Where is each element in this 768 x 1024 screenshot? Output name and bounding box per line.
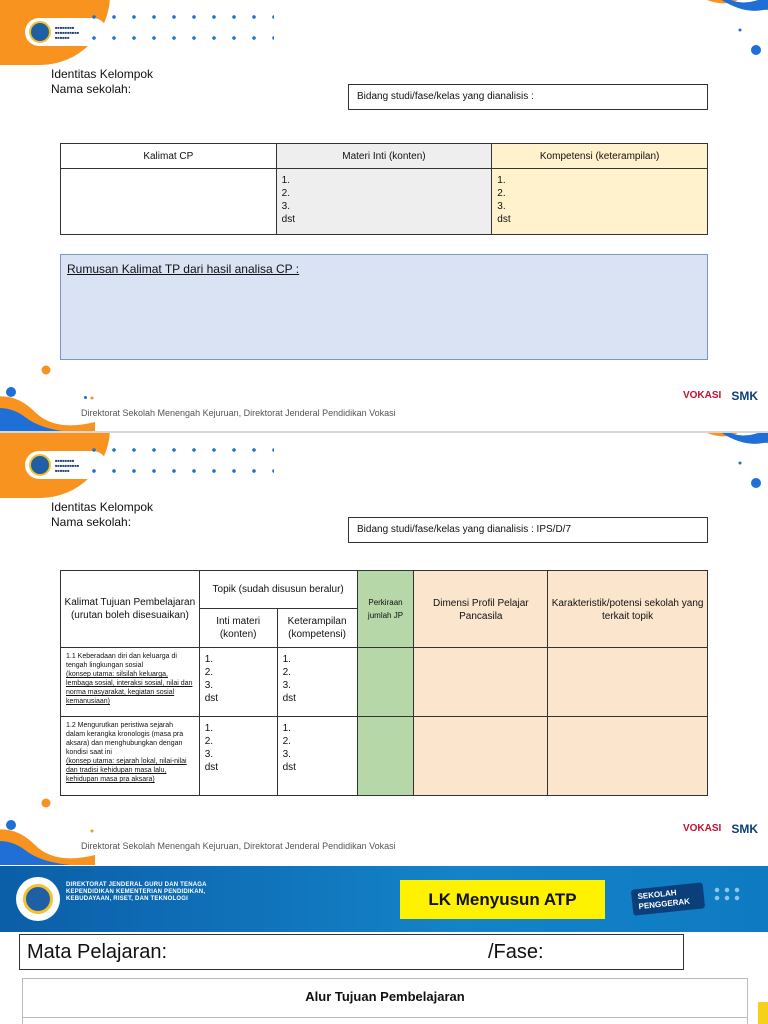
wave-decoration-icon	[0, 357, 95, 432]
keterampilan-cell[interactable]	[277, 717, 357, 796]
footer-logos	[683, 824, 758, 834]
ministry-name: DIREKTORAT JENDERAL GURU DAN TENAGA KEPENDIDIKAN KEMENTERIAN PENDIDIKAN, KEBUDAYAAN, RISET, DAN TEKNOLOGI	[66, 882, 207, 902]
karakteristik-cell[interactable]	[548, 717, 708, 796]
vokasi-logo: VOKASI	[682, 390, 722, 401]
header-kompetensi: Kompetensi (keterampilan)	[492, 144, 708, 169]
list-item: dst	[282, 762, 296, 773]
list-item: 3.	[282, 680, 291, 691]
list-item: 3.	[281, 201, 290, 212]
cp-analysis-table	[60, 143, 708, 235]
header-karakteristik: Karakteristik/potensi sekolah yang terkait topik	[548, 571, 708, 648]
inti-materi-cell[interactable]	[199, 648, 277, 717]
directorate-logo	[25, 451, 107, 479]
atp-planning-table	[60, 570, 708, 796]
footer-directorate: Direktorat Sekolah Menengah Kejuruan, Direktorat Jenderal Pendidikan Vokasi	[81, 408, 396, 418]
cell-kompetensi[interactable]	[492, 169, 708, 235]
tp-main-text: 1.2 Mengurutkan peristiwa sejarah dalam kerangka kronologis (masa pra aksara) dan menghubungkan dengan kondisi saat ini	[66, 722, 184, 756]
tp-main-text: 1.1 Keberadaan diri dan keluarga di tengah lingkungan sosial	[66, 653, 177, 669]
subject-field[interactable]: Bidang studi/fase/kelas yang dianalisis :	[348, 84, 708, 110]
wave-decoration-icon	[678, 433, 768, 488]
worksheet-title: LK Menyusun ATP	[400, 880, 605, 919]
header-keterampilan: Keterampilan (kompetensi)	[277, 609, 357, 648]
table-row	[61, 717, 708, 796]
tp-formulation-box[interactable]	[60, 254, 708, 360]
tp-cell[interactable]	[61, 648, 200, 717]
list-item: dst	[497, 214, 511, 225]
school-name-label: Nama sekolah:	[51, 82, 132, 96]
logo-wordmark: ■■■■■■■■ ■■■■■■■■■■ ■■■■■■	[55, 24, 80, 40]
list-item: dst	[281, 214, 295, 225]
tp-cell[interactable]	[61, 717, 200, 796]
dot-row-decoration	[84, 469, 274, 473]
slide-atp-table	[0, 433, 768, 865]
footer-directorate: Direktorat Sekolah Menengah Kejuruan, Direktorat Jenderal Pendidikan Vokasi	[81, 841, 396, 851]
smk-logo: SMK	[731, 822, 758, 836]
subject-label: Mata Pelajaran:	[27, 941, 168, 963]
list-item: 2.	[282, 736, 291, 747]
logo-wordmark: ■■■■■■■■ ■■■■■■■■■■ ■■■■■■	[55, 457, 80, 473]
list-item: 1.	[204, 654, 214, 665]
tut-wuri-emblem-icon	[29, 454, 51, 476]
dot-row-decoration	[84, 36, 274, 40]
list-item: 2.	[204, 667, 214, 678]
dot-row-decoration	[84, 448, 274, 452]
header-banner	[0, 866, 768, 932]
header-inti-materi: Inti materi (konten)	[199, 609, 277, 648]
header-topik: Topik (sudah disusun beralur)	[199, 571, 357, 609]
list-item: dst	[204, 693, 219, 704]
list-item: 1.	[282, 654, 291, 665]
list-item: 1.	[497, 175, 506, 186]
yellow-edge-decoration	[758, 1002, 768, 1024]
atp-table	[22, 978, 748, 1024]
tut-wuri-emblem-icon	[29, 21, 51, 43]
tp-concept-text: (konsep utama: silsilah keluarga, lembaga sosial, interaksi sosial, nilai dan norma masyarakat, kegiatan sosial kemanusiaan)	[66, 671, 193, 705]
smk-logo: SMK	[731, 389, 758, 403]
group-identity-label: Identitas Kelompok	[51, 67, 154, 81]
list-item: 3.	[497, 201, 506, 212]
tp-formulation-label: Rumusan Kalimat TP dari hasil analisa CP :	[67, 262, 300, 276]
subject-phase-row[interactable]	[19, 934, 684, 970]
jp-cell[interactable]	[357, 648, 414, 717]
karakteristik-cell[interactable]	[548, 648, 708, 717]
dimensi-cell[interactable]	[414, 717, 548, 796]
cell-materi-inti[interactable]	[276, 169, 492, 235]
list-item: 2.	[204, 736, 214, 747]
wave-decoration-icon	[678, 0, 768, 55]
header-perkiraan-jp: Perkiraan jumlah JP	[357, 571, 414, 648]
slide-cp-analysis	[0, 0, 768, 432]
directorate-logo	[25, 18, 107, 46]
list-item: 1.	[282, 723, 291, 734]
list-item: 3.	[204, 680, 214, 691]
list-item: 3.	[282, 749, 291, 760]
phase-label: /Fase:	[488, 941, 544, 963]
atp-title: Alur Tujuan Pembelajaran	[305, 989, 465, 1004]
group-identity-label: Identitas Kelompok	[51, 500, 154, 514]
header-dimensi-profil: Dimensi Profil Pelajar Pancasila	[414, 571, 548, 648]
jp-cell[interactable]	[357, 717, 414, 796]
cell-kalimat-cp[interactable]	[61, 169, 277, 235]
list-item: 1.	[281, 175, 290, 186]
dimensi-cell[interactable]	[414, 648, 548, 717]
list-item: 3.	[204, 749, 214, 760]
list-item: dst	[204, 762, 219, 773]
dot-row-decoration	[84, 15, 274, 19]
dots-grid-icon	[712, 886, 742, 902]
vokasi-logo: VOKASI	[682, 823, 722, 834]
list-item: 2.	[497, 188, 506, 199]
list-item: 2.	[282, 667, 291, 678]
dot-decoration	[84, 396, 87, 399]
tut-wuri-emblem-icon	[16, 877, 60, 921]
sekolah-penggerak-logo: SEKOLAH PENGGERAK	[631, 882, 705, 915]
wave-decoration-icon	[0, 790, 95, 865]
table-divider	[23, 1017, 747, 1018]
list-item: dst	[282, 693, 296, 704]
header-materi-inti: Materi Inti (konten)	[276, 144, 492, 169]
list-item: 1.	[204, 723, 214, 734]
header-kalimat-cp: Kalimat CP	[61, 144, 277, 169]
footer-logos	[683, 391, 758, 401]
keterampilan-cell[interactable]	[277, 648, 357, 717]
header-kalimat-tujuan: Kalimat Tujuan Pembelajaran (urutan boleh disesuaikan)	[61, 571, 200, 648]
tp-concept-text: (konsep utama: sejarah lokal, nilai-nilai dan tradisi kehidupan masa lalu, kehidupan masa pra aksara)	[66, 758, 187, 783]
inti-materi-cell[interactable]	[199, 717, 277, 796]
subject-field[interactable]: Bidang studi/fase/kelas yang dianalisis : IPS/D/7	[348, 517, 708, 543]
school-name-label: Nama sekolah:	[51, 515, 132, 529]
list-item: 2.	[281, 188, 290, 199]
table-row	[61, 648, 708, 717]
